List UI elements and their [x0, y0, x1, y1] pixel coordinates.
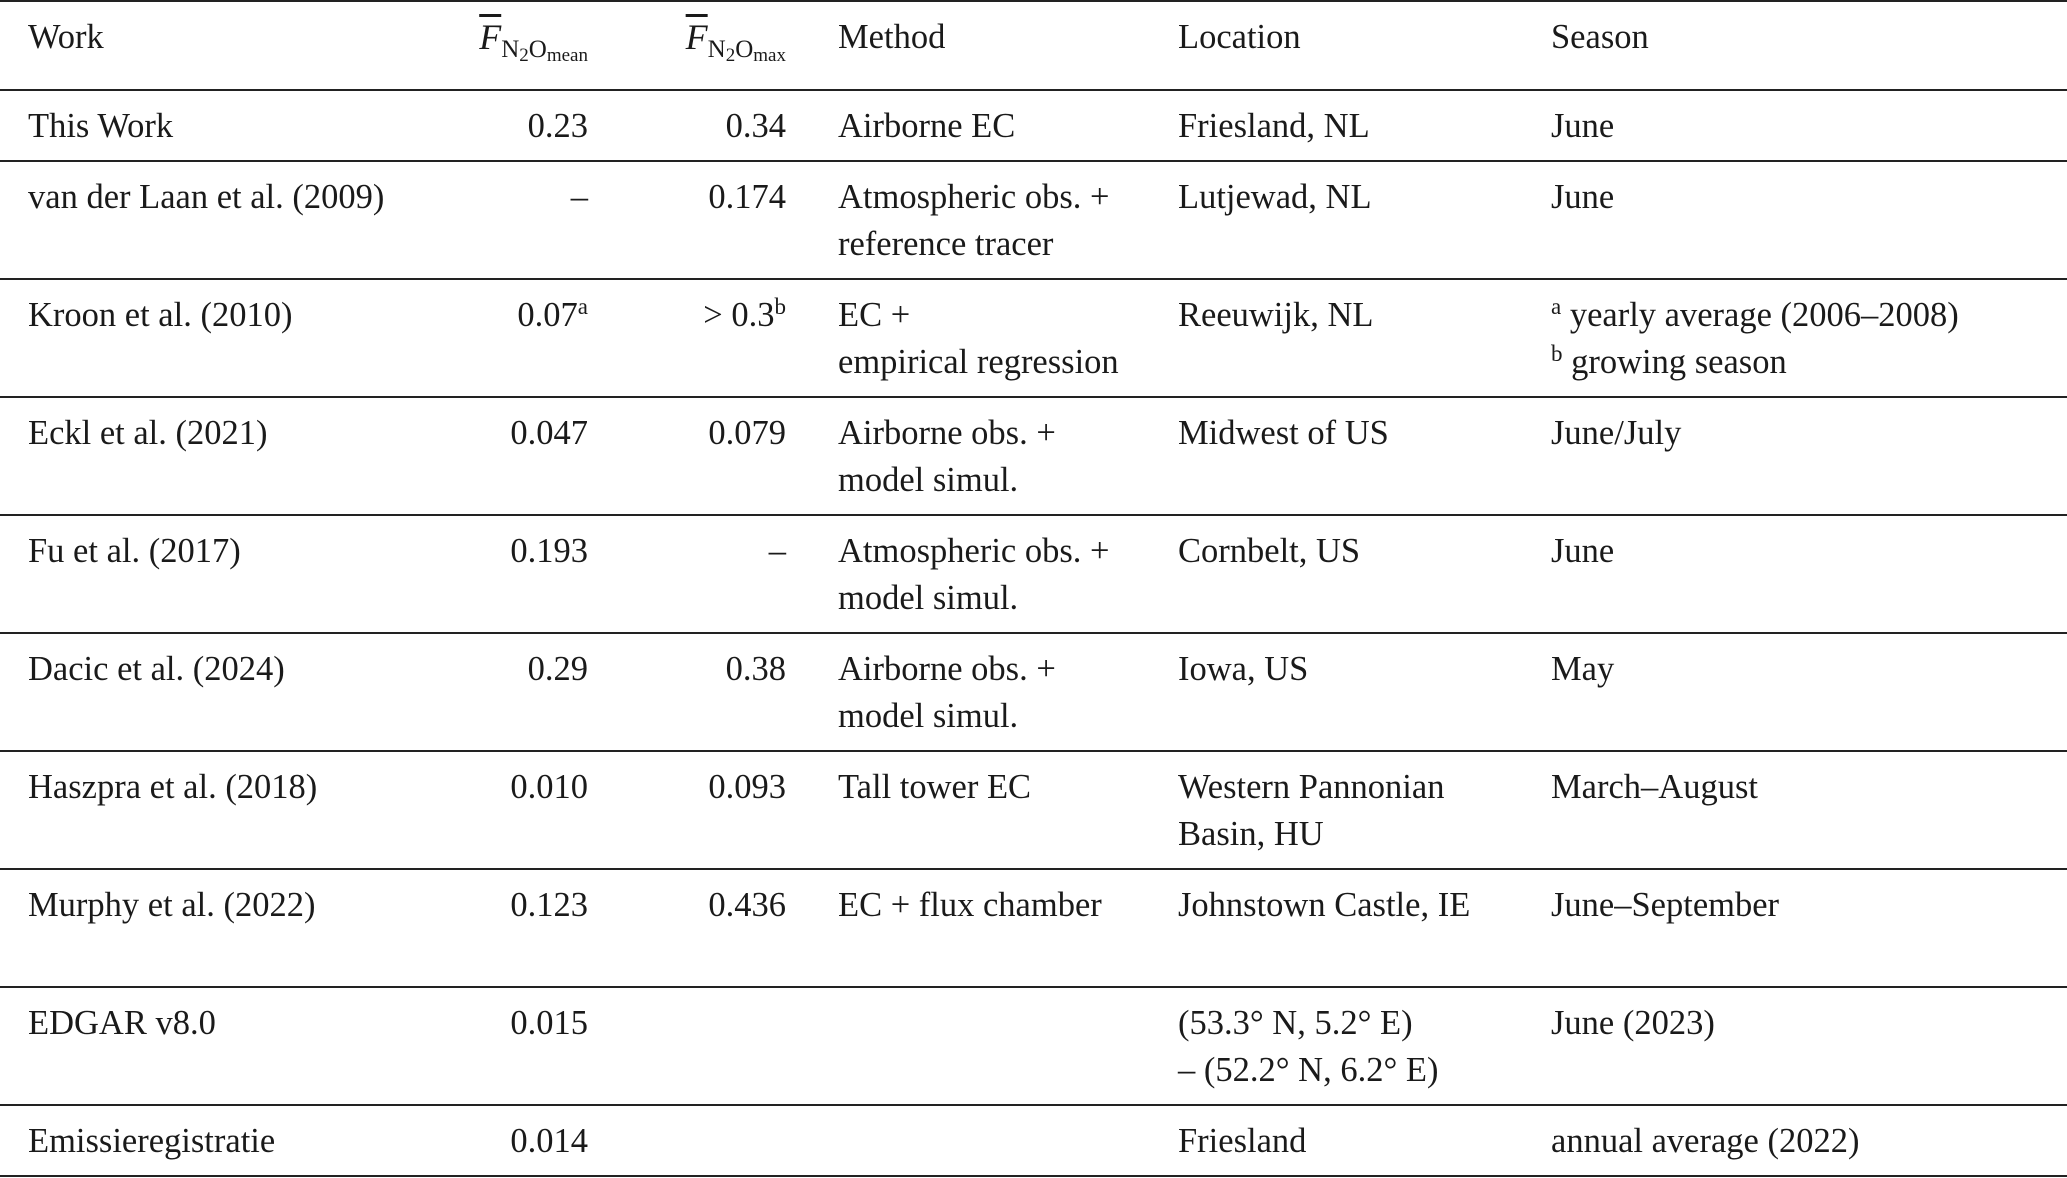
footnote-marker: b	[1551, 341, 1563, 366]
table-row	[0, 869, 2067, 987]
cell-work: Kroon et al. (2010)	[28, 296, 293, 334]
flux-max-symbol: $\overline{F}$	[685, 17, 708, 57]
location-line: (53.3° N, 5.2° E)	[1178, 1004, 1413, 1042]
cell-flux-mean: 0.015	[510, 1004, 588, 1042]
method-line: EC +	[838, 296, 911, 334]
cell-method	[818, 1105, 1178, 1176]
cell-flux-mean: 0.29	[527, 650, 588, 688]
cell-season	[1551, 1105, 2067, 1176]
table-row	[0, 515, 2067, 633]
cell-location	[1178, 1105, 1551, 1176]
location-line: Friesland, NL	[1178, 107, 1370, 145]
row-spacer	[1551, 929, 2067, 976]
cell-method	[818, 161, 1178, 279]
flux-max-subscript	[707, 36, 786, 66]
footnote-marker: a	[577, 294, 588, 319]
season-line: June	[1551, 107, 1615, 145]
table-row	[0, 987, 2067, 1105]
location-line: Iowa, US	[1178, 650, 1309, 688]
season-line: June–September	[1551, 886, 1780, 924]
flux-max-sub-2: 2	[725, 45, 736, 66]
cell-location	[1178, 515, 1551, 633]
cell-work: Fu et al. (2017)	[28, 532, 241, 570]
table-row	[0, 397, 2067, 515]
season-note	[1551, 292, 2067, 339]
cell-flux-max: 0.093	[708, 768, 786, 806]
method-line: model simul.	[838, 697, 1019, 735]
cell-work: van der Laan et al. (2009)	[28, 178, 385, 216]
location-line: Cornbelt, US	[1178, 532, 1361, 570]
cell-flux-max	[628, 1105, 818, 1176]
season-note-text: growing season	[1562, 343, 1787, 381]
cell-method	[818, 869, 1178, 987]
cell-method	[818, 633, 1178, 751]
cell-work: Eckl et al. (2021)	[28, 414, 268, 452]
cell-work: Dacic et al. (2024)	[28, 650, 285, 688]
season-line: June/July	[1551, 414, 1682, 452]
season-line: June	[1551, 532, 1615, 570]
table-row	[0, 279, 2067, 397]
flux-mean-value: 0.07	[517, 296, 578, 334]
location-line: Reeuwijk, NL	[1178, 296, 1374, 334]
method-line: EC + flux chamber	[838, 886, 1102, 924]
cell-work: Haszpra et al. (2018)	[28, 768, 318, 806]
flux-mean-subscript	[501, 36, 588, 66]
season-line: March–August	[1551, 768, 1758, 806]
cell-work: This Work	[28, 107, 174, 145]
season-line: May	[1551, 650, 1615, 688]
location-line: Friesland	[1178, 1122, 1307, 1160]
method-line: Airborne obs. +	[838, 414, 1056, 452]
method-line: empirical regression	[838, 343, 1119, 381]
method-line: Atmospheric obs. +	[838, 532, 1110, 570]
header-season: Season	[1551, 18, 1649, 56]
flux-mean-sub-n: N	[501, 36, 520, 63]
flux-mean-symbol: $\overline{F}$	[479, 17, 502, 57]
footnote-marker: a	[1551, 294, 1562, 319]
cell-flux-mean	[420, 279, 628, 397]
table-row	[0, 90, 2067, 161]
cell-flux-mean: 0.123	[510, 886, 588, 924]
cell-flux-max: 0.436	[708, 886, 786, 924]
header-row	[0, 1, 2067, 90]
cell-flux-max	[628, 987, 818, 1105]
cell-season	[1551, 279, 2067, 397]
cell-method	[818, 987, 1178, 1105]
header-flux-mean	[420, 1, 628, 90]
flux-max-value: > 0.3	[703, 296, 775, 334]
cell-flux-max: 0.079	[708, 414, 786, 452]
table-row	[0, 1105, 2067, 1176]
method-line: Airborne EC	[838, 107, 1016, 145]
cell-flux-mean: 0.23	[527, 107, 588, 145]
cell-location	[1178, 633, 1551, 751]
location-line: Lutjewad, NL	[1178, 178, 1372, 216]
cell-work: EDGAR v8.0	[28, 1004, 216, 1042]
cell-flux-max: –	[768, 532, 786, 570]
cell-method	[818, 397, 1178, 515]
season-line: June	[1551, 178, 1615, 216]
flux-max-sub-o: O	[735, 36, 754, 63]
cell-flux-mean: –	[570, 178, 588, 216]
table-row	[0, 751, 2067, 869]
cell-season	[1551, 751, 2067, 869]
location-line: Basin, HU	[1178, 815, 1324, 853]
flux-max-sub-tag: max	[753, 45, 786, 66]
cell-season	[1551, 987, 2067, 1105]
cell-location	[1178, 161, 1551, 279]
cell-location	[1178, 397, 1551, 515]
flux-mean-sub-o: O	[528, 36, 547, 63]
method-line: model simul.	[838, 461, 1019, 499]
location-line: – (52.2° N, 6.2° E)	[1178, 1051, 1439, 1089]
cell-season	[1551, 633, 2067, 751]
header-flux-max	[628, 1, 818, 90]
flux-mean-sub-tag: mean	[546, 45, 588, 66]
cell-flux-max	[628, 279, 818, 397]
season-note	[1551, 339, 2067, 386]
header-work: Work	[28, 18, 104, 56]
cell-season	[1551, 397, 2067, 515]
cell-season	[1551, 161, 2067, 279]
cell-location	[1178, 90, 1551, 161]
method-line: Airborne obs. +	[838, 650, 1056, 688]
cell-flux-max: 0.38	[725, 650, 786, 688]
season-note-text: yearly average (2006–2008)	[1561, 296, 1959, 334]
cell-flux-max: 0.34	[725, 107, 786, 145]
cell-season	[1551, 90, 2067, 161]
header-method: Method	[838, 18, 946, 56]
cell-work: Emissieregistratie	[28, 1122, 276, 1160]
location-line: Western Pannonian	[1178, 768, 1445, 806]
location-line: Midwest of US	[1178, 414, 1389, 452]
flux-mean-sub-2: 2	[519, 45, 529, 66]
cell-method	[818, 751, 1178, 869]
cell-work: Murphy et al. (2022)	[28, 886, 316, 924]
cell-method	[818, 90, 1178, 161]
method-line: model simul.	[838, 579, 1019, 617]
table-row	[0, 161, 2067, 279]
cell-flux-mean: 0.193	[510, 532, 588, 570]
header-location: Location	[1178, 18, 1301, 56]
method-line: Atmospheric obs. +	[838, 178, 1110, 216]
cell-season	[1551, 515, 2067, 633]
cell-flux-mean: 0.010	[510, 768, 588, 806]
cell-location	[1178, 987, 1551, 1105]
cell-flux-mean: 0.047	[510, 414, 588, 452]
cell-method	[818, 279, 1178, 397]
location-line: Johnstown Castle, IE	[1178, 886, 1471, 924]
method-line: reference tracer	[838, 225, 1054, 263]
table-row	[0, 633, 2067, 751]
cell-location	[1178, 869, 1551, 987]
season-line: annual average (2022)	[1551, 1122, 1860, 1160]
cell-flux-max: 0.174	[708, 178, 786, 216]
season-line: June (2023)	[1551, 1004, 1715, 1042]
cell-location	[1178, 279, 1551, 397]
cell-flux-mean: 0.014	[510, 1122, 588, 1160]
flux-max-sub-n: N	[707, 36, 726, 63]
method-line: Tall tower EC	[838, 768, 1032, 806]
cell-location	[1178, 751, 1551, 869]
cell-method	[818, 515, 1178, 633]
footnote-marker: b	[774, 294, 786, 319]
cell-season	[1551, 869, 2067, 987]
